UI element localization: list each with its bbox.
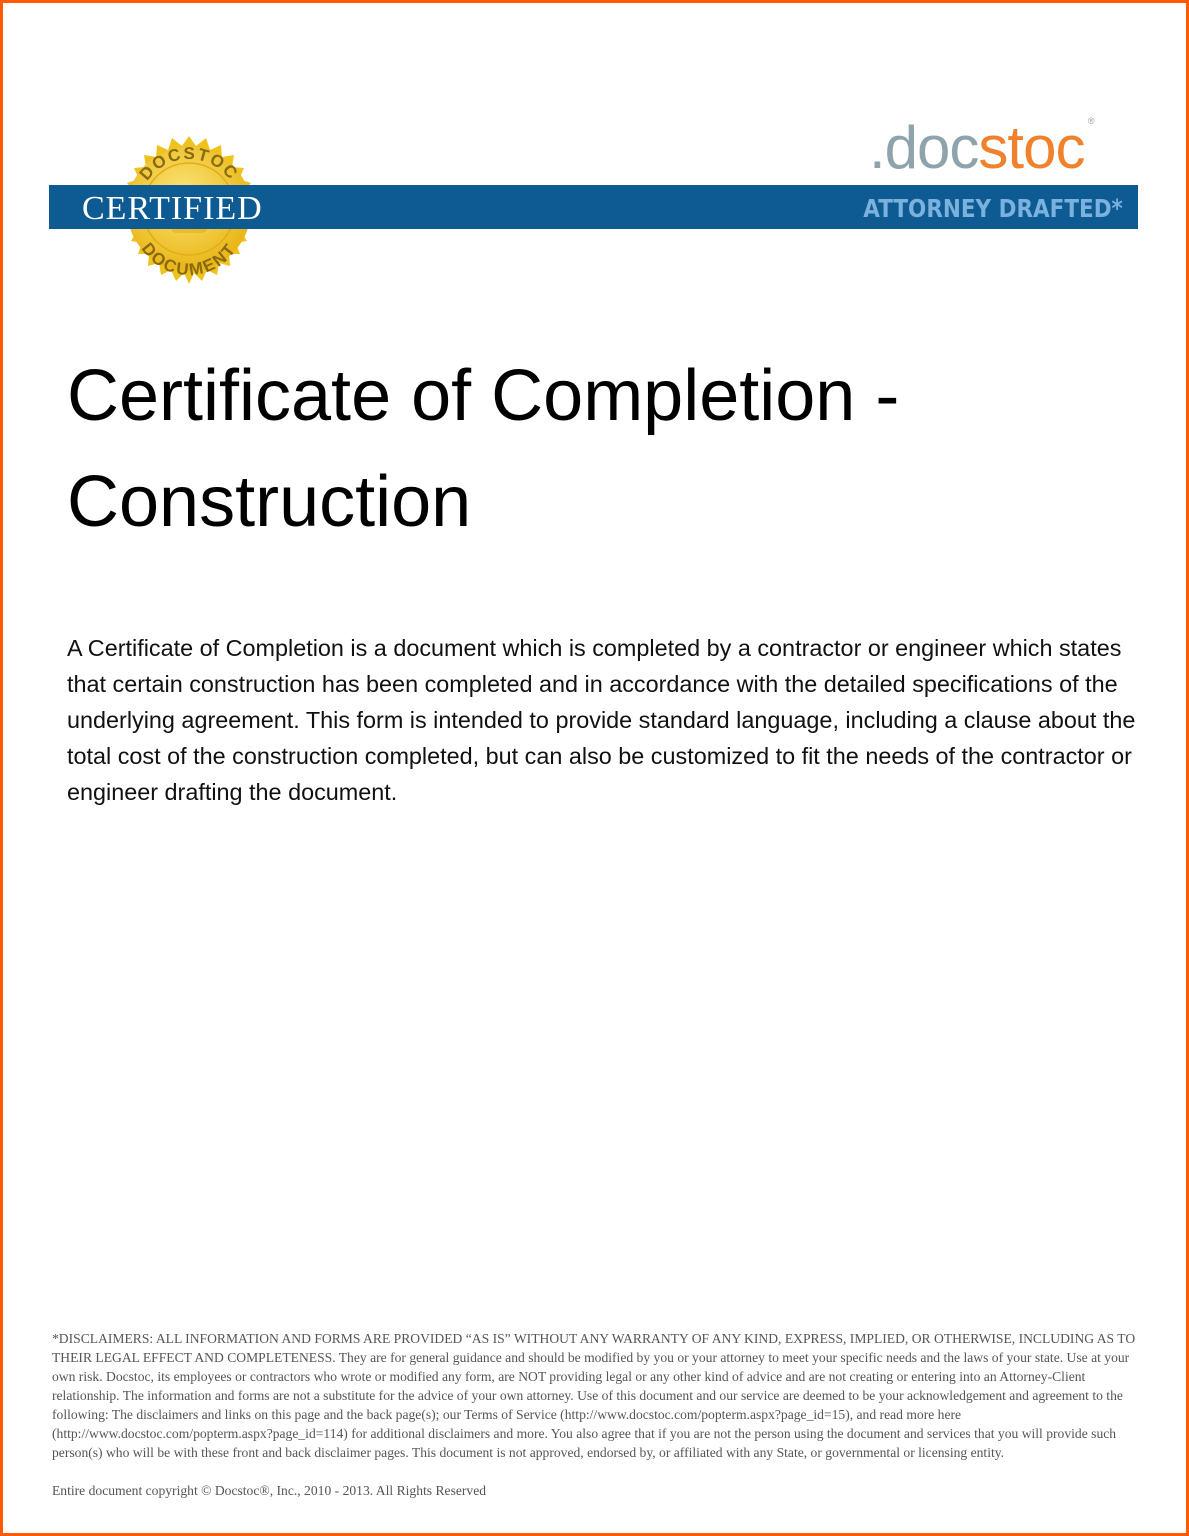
svg-text:DOCSTOC: DOCSTOC xyxy=(135,143,243,184)
certified-label: CERTIFIED xyxy=(82,190,263,227)
svg-text:DOCUMENT: DOCUMENT xyxy=(137,239,241,280)
logo-dot: . xyxy=(869,114,885,181)
document-title xyxy=(67,343,1147,555)
title-line-2: Construction xyxy=(67,462,472,542)
intro-paragraph: A Certificate of Completion is a document which is completed by a contractor or engineer which states that certain construction has been completed and in accordance with the detailed specifications of the underlying agreement. This form is intended to provide standard language, including a clause about the total cost of the construction completed, but can also be customized to fit the needs of the contractor or engineer drafting the document. xyxy=(67,635,1136,805)
attorney-drafted-tagline: ATTORNEY DRAFTED* xyxy=(863,194,1123,223)
docstoc-logo xyxy=(869,113,1095,183)
title-line-1: Certificate of Completion - xyxy=(67,356,900,436)
disclaimer-text: *DISCLAIMERS: ALL INFORMATION AND FORMS ARE PROVIDED “AS IS” WITHOUT ANY WARRANTY OF ANY KIND, EXPRESS, IMPLIED, OR OTHERWISE, INCLUDING AS TO THEIR LEGAL EFFECT AND COMPLETENESS. They are for general guidance and should be modified by you or your attorney to meet your specific needs and the laws of your state. Use at your own risk. Docstoc, its employees or contractors who wrote or modified any form, are NOT providing legal or any other kind of advice and are not creating or entering into an Attorney-Client relationship. The information and forms are not a substitute for the advice of your own attorney. Use of this document and our service are deemed to be your acknowledgement and agreement to the following: The disclaimers and links on this page and the back page(s); our Terms of Service (http://www.docstoc.com/popterm.aspx?page_id=15), and read more here (http://www.docstoc.com/popterm.aspx?page_id=114) for additional disclaimers and more. You also agree that if you are not the person using the document and services that you will provide such person(s) who will be with these front and back disclaimer pages. This document is not approved, endorsed by, or affiliated with any State, or governmental or licensing entity. xyxy=(52,1331,1136,1460)
registered-mark: ® xyxy=(1087,116,1095,126)
logo-doc: doc xyxy=(884,114,979,181)
copyright-notice: Entire document copyright © Docstoc®, Inc., 2010 - 2013. All Rights Reserved xyxy=(52,1483,487,1498)
logo-stoc: stoc xyxy=(978,114,1085,181)
